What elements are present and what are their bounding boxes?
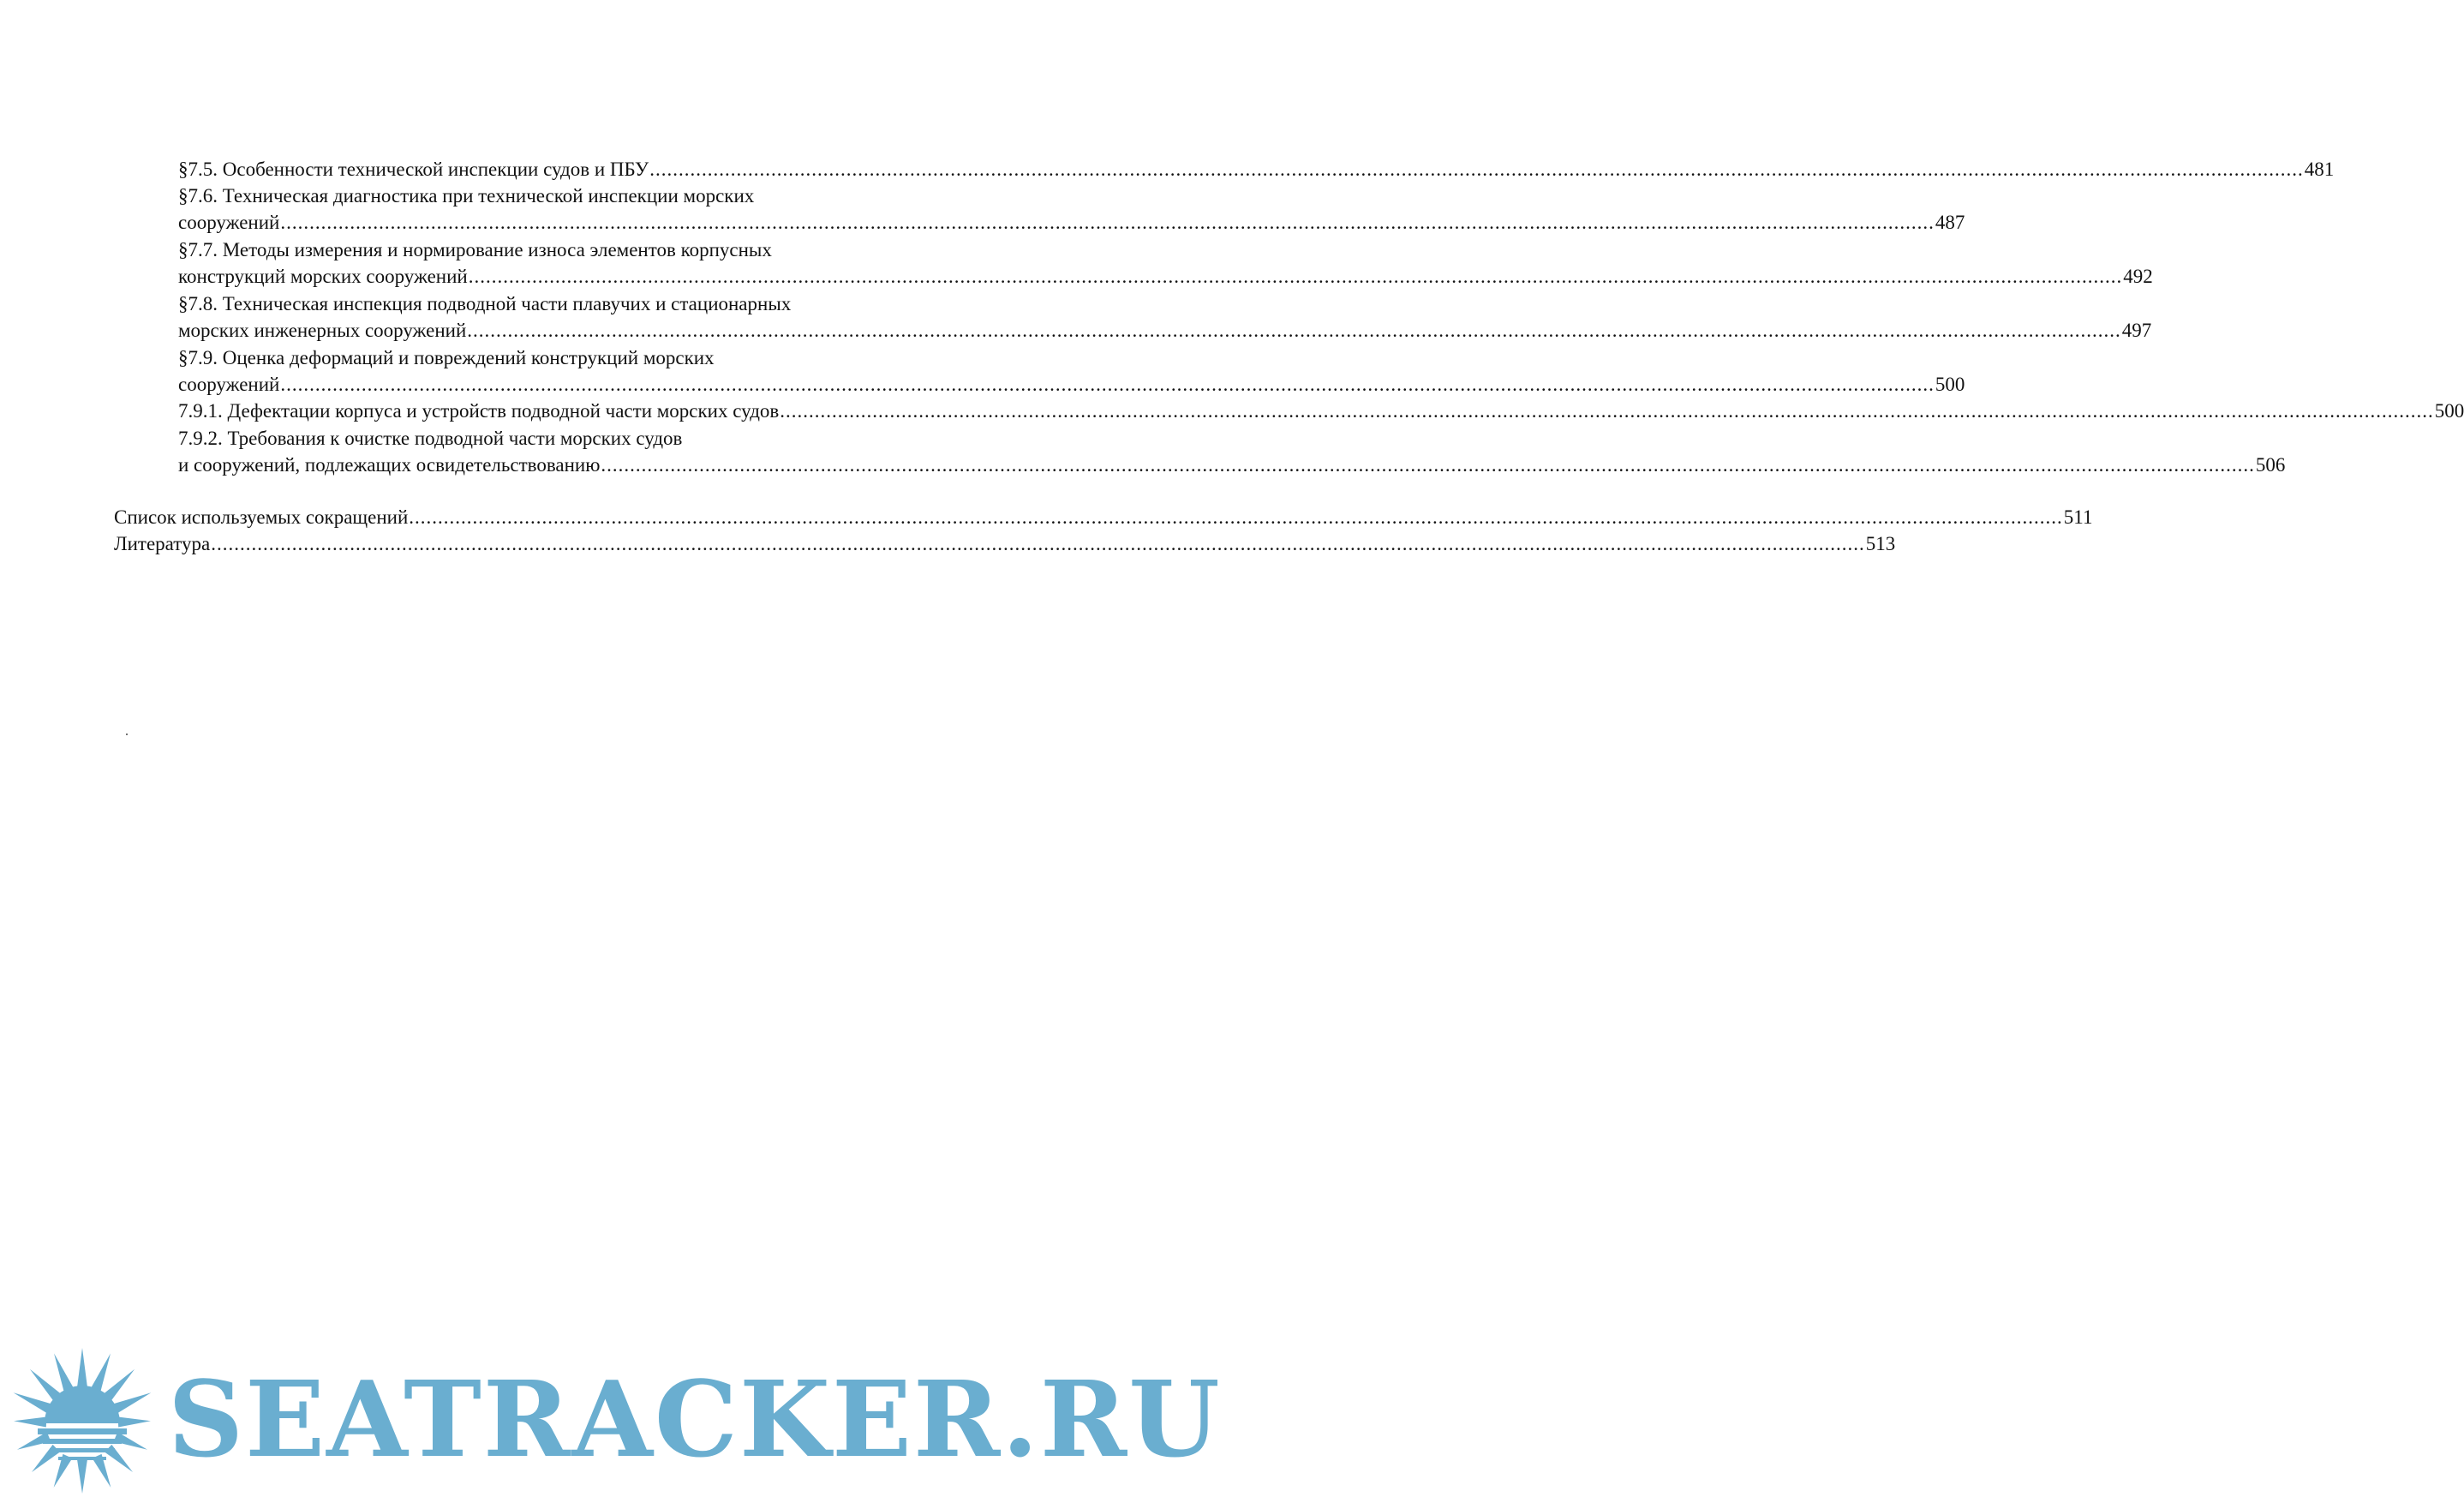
toc-page-number: 500 bbox=[2434, 400, 2464, 422]
toc-line bbox=[178, 291, 929, 318]
scan-speck bbox=[126, 734, 128, 735]
toc-line bbox=[178, 426, 929, 452]
toc-entry-title-cont: и сооружений, подлежащих освидетельствованию bbox=[178, 454, 601, 476]
toc-line bbox=[178, 264, 2153, 290]
toc-page-number: 492 bbox=[2123, 266, 2153, 287]
toc-line bbox=[178, 398, 2464, 425]
toc-entry-title: 7.9.1. Дефектации корпуса и устройств подводной части морских судов bbox=[178, 400, 780, 422]
toc-entry-7-7[interactable] bbox=[178, 237, 2153, 290]
toc-line bbox=[178, 237, 929, 264]
toc-entry-7-8[interactable] bbox=[178, 291, 2152, 344]
toc-line bbox=[114, 505, 2093, 531]
toc-entry-title: §7.7. Методы измерения и нормирование износа элементов корпусных bbox=[178, 239, 772, 260]
toc-page-number: 511 bbox=[2063, 506, 2093, 528]
toc-entry-title-cont: конструкций морских сооружений bbox=[178, 266, 468, 287]
toc-leader-dots bbox=[780, 398, 2434, 424]
toc-page-number: 506 bbox=[2255, 454, 2286, 476]
toc-page-number: 481 bbox=[2304, 159, 2335, 180]
toc-entry-title: §7.8. Техническая инспекция подводной части плавучих и стационарных bbox=[178, 293, 792, 314]
toc-entry-7-9[interactable] bbox=[178, 345, 1965, 398]
toc-leader-dots bbox=[649, 157, 2304, 183]
toc-entry-7-9-1[interactable] bbox=[178, 398, 2464, 425]
toc-entry-title: §7.6. Техническая диагностика при технической инспекции морских bbox=[178, 185, 755, 207]
toc-entry-title: 7.9.2. Требования к очистке подводной части морских судов bbox=[178, 428, 683, 449]
toc-line bbox=[114, 531, 1896, 558]
toc-entry-literature[interactable] bbox=[114, 531, 1896, 558]
toc-line bbox=[178, 345, 929, 372]
toc-page-number: 500 bbox=[1935, 374, 1965, 395]
toc-entry-7-9-2[interactable] bbox=[178, 426, 2286, 479]
toc-entry-title: Список используемых сокращений bbox=[114, 506, 409, 528]
toc-leader-dots bbox=[280, 372, 1935, 398]
toc-line bbox=[178, 318, 2152, 344]
toc-line bbox=[178, 157, 2335, 183]
toc-entry-title: Литература bbox=[114, 533, 211, 554]
toc-line bbox=[178, 183, 929, 210]
watermark-text: SEATRACKER.RU bbox=[168, 1357, 1222, 1481]
toc-entry-7-5[interactable] bbox=[178, 157, 2335, 183]
toc-line bbox=[178, 210, 1965, 237]
toc-leader-dots bbox=[409, 505, 2063, 530]
toc-leader-dots bbox=[280, 210, 1935, 236]
toc-entry-title: §7.9. Оценка деформаций и повреждений конструкций морских bbox=[178, 347, 715, 368]
toc-entry-title-cont: морских инженерных сооружений bbox=[178, 320, 467, 341]
toc-entry-title: §7.5. Особенности технической инспекции судов и ПБУ bbox=[178, 159, 649, 180]
toc-page-number: 513 bbox=[1865, 533, 1896, 554]
toc-entry-title-cont: сооружений bbox=[178, 212, 280, 233]
toc-entry-abbreviations[interactable] bbox=[114, 505, 2093, 531]
toc-leader-dots bbox=[211, 531, 1865, 557]
toc-leader-dots bbox=[467, 318, 2121, 344]
toc-page-number: 487 bbox=[1935, 212, 1965, 233]
toc-entry-title-cont: сооружений bbox=[178, 374, 280, 395]
toc-page-number: 497 bbox=[2121, 320, 2152, 341]
toc-line bbox=[178, 452, 2286, 479]
toc-entry-7-6[interactable] bbox=[178, 183, 1965, 237]
toc-leader-dots bbox=[601, 452, 2255, 478]
toc-leader-dots bbox=[469, 264, 2123, 290]
toc-line bbox=[178, 372, 1965, 398]
